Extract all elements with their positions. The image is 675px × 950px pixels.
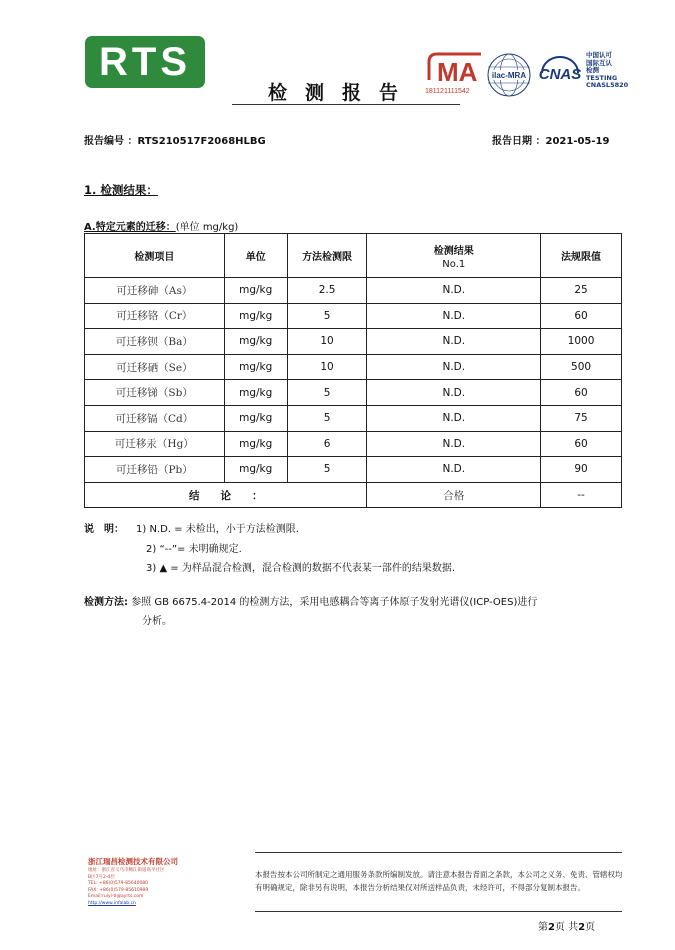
test-method xyxy=(84,593,624,631)
section-a-unit: (单位 mg/kg) xyxy=(175,222,239,233)
cnas-label: CNAS xyxy=(538,66,582,83)
results-table xyxy=(84,233,622,508)
header-result-sub: No.1 xyxy=(442,258,466,270)
footer-contact xyxy=(88,868,165,908)
footer-company: 浙江瑞昌检测技术有限公司 xyxy=(88,857,178,866)
cnas-line: 检测 xyxy=(586,66,599,75)
cell-unit: mg/kg xyxy=(224,329,287,355)
report-date xyxy=(492,132,609,147)
cell-result: N.D. xyxy=(367,303,541,329)
note-item: 1) N.D. = 未检出，小于方法检测限. xyxy=(136,524,299,535)
report-date-label: 报告日期 ： xyxy=(492,136,546,147)
report-date-value: 2021-05-19 xyxy=(545,136,610,147)
cell-result: N.D. xyxy=(367,405,541,431)
cnas-line: 国际互认 xyxy=(586,58,612,67)
table-header-row xyxy=(85,234,622,278)
report-number-label: 报告编号 ： xyxy=(84,136,138,147)
page-suffix: 页 xyxy=(585,922,596,933)
rts-logo: RTS xyxy=(85,36,205,88)
table-row xyxy=(85,380,622,406)
cnas-line: TESTING xyxy=(586,73,618,82)
conclusion-row xyxy=(85,482,622,508)
footer-address-line: FAX: +86(0)579-85610989 xyxy=(88,887,149,893)
section-1-title: 1. 检测结果： xyxy=(84,183,158,197)
table-row xyxy=(85,457,622,483)
footer-bottom-rule xyxy=(255,911,622,912)
table-row xyxy=(85,329,622,355)
table-row xyxy=(85,354,622,380)
report-title: 检测报告 xyxy=(268,82,417,104)
cell-unit: mg/kg xyxy=(224,354,287,380)
ilac-mra-icon xyxy=(486,52,532,98)
page-number xyxy=(538,918,595,933)
conclusion-limit: -- xyxy=(541,482,622,508)
cell-mdl: 5 xyxy=(287,405,367,431)
cell-limit: 60 xyxy=(541,380,622,406)
cell-result: N.D. xyxy=(367,329,541,355)
footer-address-line: 地址：浙江省义乌市稠江街道高平社区 xyxy=(88,868,165,873)
header-result-label: 检测结果 xyxy=(433,245,474,257)
cell-item: 可迁移汞（Hg） xyxy=(85,431,225,457)
footer-top-rule xyxy=(255,852,622,853)
page-mid: 页 共 xyxy=(554,922,579,933)
cell-mdl: 10 xyxy=(287,354,367,380)
page-total: 2 xyxy=(578,922,586,933)
cell-result: N.D. xyxy=(367,354,541,380)
header-limit: 法规限值 xyxy=(541,234,622,278)
method-line1: 参照 GB 6675.4-2014 的检测方法，采用电感耦合等离子体原子发射光谱仪(ICP-OES)进行 xyxy=(131,597,538,608)
footer-disclaimer: 本报告按本公司所制定之通用服务条款所编制发放。请注意本报告背面之条款，本公司之义务、免责、管辖权均有明确规定，除非另有说明，本报告分析结果仅对所送样品负责，未经许可，不得部分复制本报告。 xyxy=(255,870,623,892)
cell-item: 可迁移硒（Se） xyxy=(85,354,225,380)
notes-label: 说 明： xyxy=(84,524,124,535)
cell-mdl: 5 xyxy=(287,457,367,483)
section-a-title xyxy=(84,218,238,233)
page-current: 2 xyxy=(548,922,555,933)
cell-item: 可迁移锑（Sb） xyxy=(85,380,225,406)
cell-item: 可迁移钡（Ba） xyxy=(85,329,225,355)
header-result xyxy=(367,234,541,278)
cell-limit: 75 xyxy=(541,405,622,431)
method-line2: 分析。 xyxy=(142,616,172,627)
footer-address-line: TEL: +86(0)579-85640080 xyxy=(88,881,149,887)
table-row xyxy=(85,303,622,329)
cma-number: 181121111542 xyxy=(425,88,470,95)
cell-limit: 90 xyxy=(541,457,622,483)
header-item: 检测项目 xyxy=(85,234,225,278)
conclusion-label: 结 论 ： xyxy=(85,482,367,508)
cell-limit: 1000 xyxy=(541,329,622,355)
cell-unit: mg/kg xyxy=(224,303,287,329)
cnas-text-block xyxy=(586,52,628,90)
table-row xyxy=(85,278,622,304)
table-row xyxy=(85,405,622,431)
cell-mdl: 5 xyxy=(287,303,367,329)
cell-result: N.D. xyxy=(367,431,541,457)
cma-label: MA xyxy=(437,57,478,87)
footer-website-link[interactable]: http://www.infalab.cn xyxy=(88,900,136,906)
cell-result: N.D. xyxy=(367,380,541,406)
cell-mdl: 10 xyxy=(287,329,367,355)
ilac-label: ilac-MRA xyxy=(491,71,527,80)
footer-address-line: B区7号2-4层 xyxy=(88,874,115,880)
cell-result: N.D. xyxy=(367,278,541,304)
cell-mdl: 6 xyxy=(287,431,367,457)
note-item: 2) “--”= 未明确规定. xyxy=(146,543,242,555)
cell-limit: 500 xyxy=(541,354,622,380)
cell-limit: 60 xyxy=(541,431,622,457)
cell-item: 可迁移镉（Cd） xyxy=(85,405,225,431)
cell-item: 可迁移铬（Cr） xyxy=(85,303,225,329)
cell-mdl: 2.5 xyxy=(287,278,367,304)
cell-result: N.D. xyxy=(367,457,541,483)
conclusion-result: 合格 xyxy=(367,482,541,508)
footer-address-line: Email:ruiyi-tl@ayrts.com xyxy=(88,894,144,900)
cell-unit: mg/kg xyxy=(224,278,287,304)
notes xyxy=(84,520,455,579)
header-mdl: 方法检测限 xyxy=(287,234,367,278)
cell-limit: 60 xyxy=(541,303,622,329)
table-row xyxy=(85,431,622,457)
report-number-value: RTS210517F2068HLBG xyxy=(137,136,266,147)
cell-unit: mg/kg xyxy=(224,405,287,431)
cnas-line: 中国认可 xyxy=(586,51,612,59)
report-number xyxy=(84,132,266,147)
page-prefix: 第 xyxy=(538,922,548,933)
cell-limit: 25 xyxy=(541,278,622,304)
cell-unit: mg/kg xyxy=(224,431,287,457)
section-a-label: A.特定元素的迁移： xyxy=(84,222,176,233)
cell-item: 可迁移铅（Pb） xyxy=(85,457,225,483)
cell-item: 可迁移砷（As） xyxy=(85,278,225,304)
header-unit: 单位 xyxy=(224,234,287,278)
cell-mdl: 5 xyxy=(287,380,367,406)
note-item: 3) ▲ = 为样品混合检测，混合检测的数据不代表某一部件的结果数据. xyxy=(146,563,456,574)
method-label: 检测方法: xyxy=(84,597,128,608)
cell-unit: mg/kg xyxy=(224,380,287,406)
title-underline xyxy=(232,104,460,105)
cnas-line: CNASL5820 xyxy=(586,81,629,90)
cell-unit: mg/kg xyxy=(224,457,287,483)
cnas-mark-icon xyxy=(536,53,584,93)
